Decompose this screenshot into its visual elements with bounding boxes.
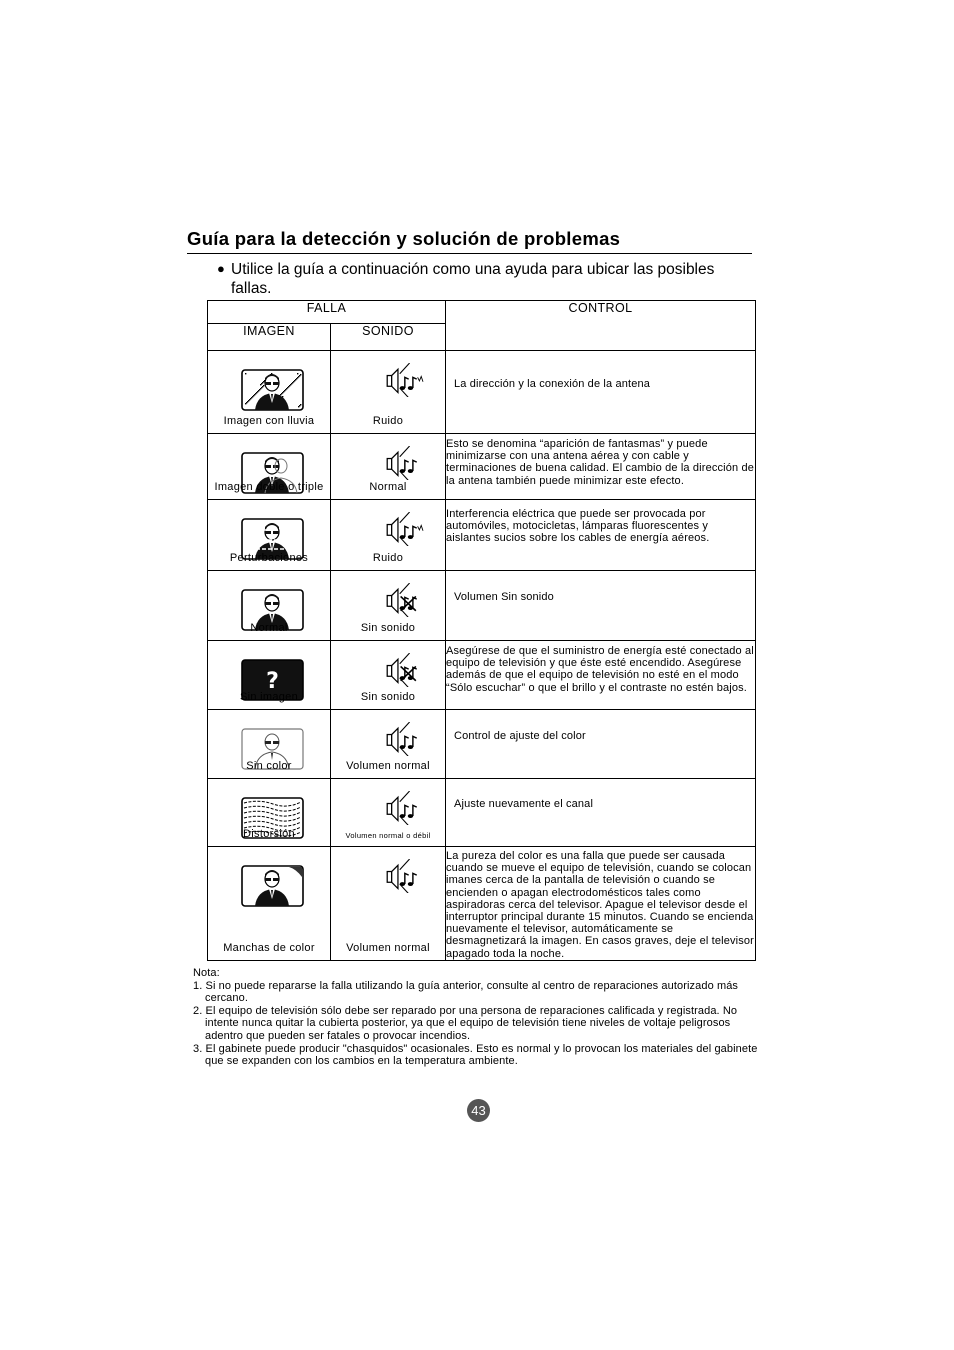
sound-cell — [331, 710, 446, 779]
troubleshooting-table — [207, 300, 756, 961]
control-remedy-text: Interferencia eléctrica que puede ser provocada por automóviles, motocicletas, lámparas fluorescentes y aislantes sucios sobre los cables de energía aéreos. — [446, 500, 756, 571]
image-fault-label: Imagen doble o triple — [214, 481, 324, 493]
sound-cell — [331, 779, 446, 847]
image-fault-label: Imagen con lluvia — [223, 415, 315, 427]
sound-fault-label: Normal — [369, 481, 407, 493]
note-item: 1. Si no puede repararse la falla utilizando la guía anterior, consulte al centro de reparaciones autorizado más cercano. — [193, 979, 739, 1005]
table-row — [208, 641, 756, 710]
sound-cell — [331, 434, 446, 500]
page-title: Guía para la detección y solución de problemas — [187, 228, 752, 254]
image-fault-label: Sin color — [246, 760, 292, 772]
table-row — [208, 847, 756, 961]
page-number: 43 — [467, 1099, 490, 1122]
intro-text: Utilice la guía a continuación como una ayuda para ubicar las posibles fallas. — [231, 261, 715, 297]
note-item: 2. El equipo de televisión sólo debe ser reparado por una persona de reparaciones calificada y registrada. No intente nunca quitar la cubierta posterior, ya que el equipo de televisión tiene niveles de voltaje peligrosos adentro que pueden ser fatales o provocar incendios. — [193, 1004, 738, 1042]
table-row — [208, 500, 756, 571]
image-cell — [208, 571, 331, 641]
sound-cell — [331, 351, 446, 434]
header-falla: FALLA — [208, 301, 446, 324]
table-row — [208, 434, 756, 500]
sound-fault-label: Ruido — [372, 552, 404, 564]
header-control: CONTROL — [446, 301, 756, 351]
image-cell — [208, 710, 331, 779]
table-row — [208, 571, 756, 641]
sound-cell — [331, 500, 446, 571]
control-remedy-text: La pureza del color es una falla que puede ser causada cuando se mueve el equipo de televisión, cuando se colocan imanes cerca de la pantalla de televisión o cuando se encienden o apagan electrodomésticos tales como aspiradoras cerca del televisor. Apague el televisor desde el interruptor principal durante 15 minutos. Cuando se encienda nuevamente el televisor, automáticamente se desmagnetizará la imagen. En casos graves, deje el televisor apagado toda la noche. — [446, 847, 756, 961]
header-sonido: SONIDO — [331, 324, 446, 351]
control-remedy-text: La dirección y la conexión de la antena — [446, 351, 756, 434]
svg-text:?: ? — [266, 669, 279, 694]
image-cell — [208, 641, 331, 710]
control-remedy-text: Ajuste nuevamente el canal — [446, 779, 756, 847]
control-remedy-text: Volumen Sin sonido — [446, 571, 756, 641]
notes-section — [193, 967, 768, 1068]
intro-bullet — [217, 260, 737, 298]
bullet-icon: ● — [217, 261, 225, 276]
image-cell — [208, 779, 331, 847]
image-fault-label: Sin imagen — [239, 691, 299, 703]
table-row — [208, 710, 756, 779]
image-cell — [208, 847, 331, 961]
table-row — [208, 779, 756, 847]
sound-fault-label: Sin sonido — [360, 691, 416, 703]
image-fault-label: Distorsión — [243, 828, 295, 840]
table-row — [208, 351, 756, 434]
sound-fault-label: Sin sonido — [360, 622, 416, 634]
image-fault-label: Perturbaciones — [229, 552, 309, 564]
image-cell — [208, 500, 331, 571]
sound-cell — [331, 847, 446, 961]
sound-cell — [331, 641, 446, 710]
image-fault-label: Normal — [250, 622, 288, 634]
image-cell — [208, 434, 331, 500]
control-remedy-text: Control de ajuste del color — [446, 710, 756, 779]
sound-fault-label: Volumen normal — [346, 760, 430, 772]
sound-fault-label: Volumen normal — [346, 941, 430, 954]
header-imagen: IMAGEN — [208, 324, 331, 351]
control-remedy-text: Esto se denomina “aparición de fantasmas” y puede minimizarse con una antena aérea y con cable y terminaciones de buena calidad. El cambio de la dirección de la antena también puede minimizar este efecto. — [446, 434, 756, 500]
sound-cell — [331, 571, 446, 641]
image-fault-label: Manchas de color — [223, 941, 315, 954]
notes-label: Nota: — [193, 967, 220, 979]
sound-fault-label: Ruido — [372, 415, 404, 427]
control-remedy-text: Asegúrese de que el suministro de energía esté conectado al equipo de televisión y que éste esté encendido. Asegúrese además de que el equipo de televisión no esté en el modo “Sólo escuchar” o que el brillo y el contraste no estén bajos. — [446, 641, 756, 710]
image-cell — [208, 351, 331, 434]
note-item: 3. El gabinete puede producir "chasquidos" ocasionales. Esto es normal y lo provocan los materiales del gabinete que se expanden con los cambios en la temperatura ambiente. — [193, 1042, 758, 1068]
sound-fault-label: Volumen normal o débil — [345, 831, 431, 840]
